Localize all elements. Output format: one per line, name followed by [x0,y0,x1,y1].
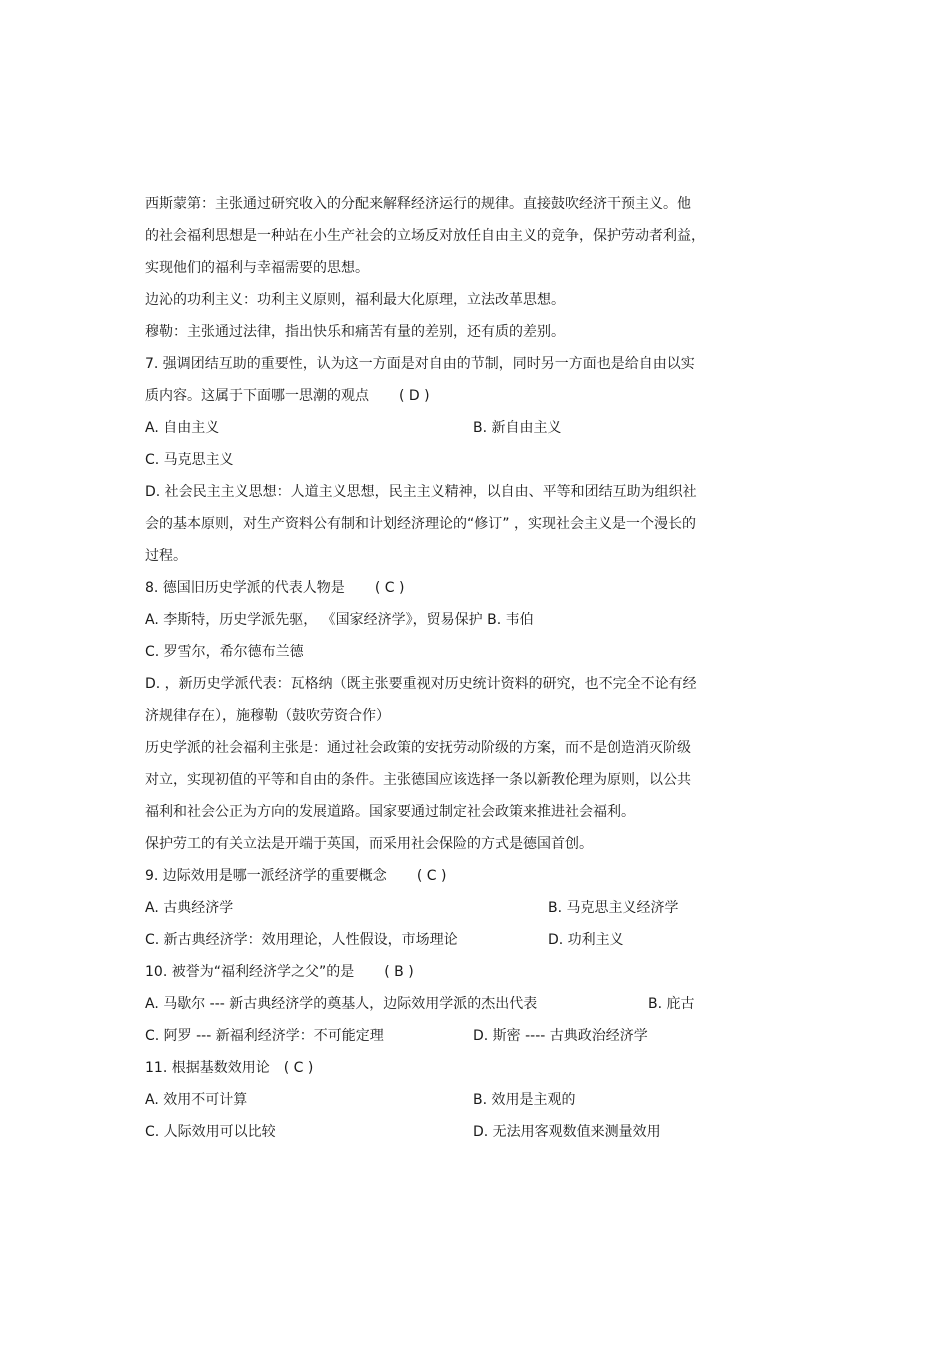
paragraph-sismondi-1: 西斯蒙第：主张通过研究收入的分配来解释经济运行的规律。直接鼓吹经济干预主义。他 [145,196,691,212]
question-10-options-ab [145,992,805,1024]
question-8-answer: ( C ) [374,580,405,596]
paragraph-historical-school-3: 福利和社会公正为方向的发展道路。国家要通过制定社会政策来推进社会福利。 [145,804,635,820]
question-9-option-a: A. 古典经济学 [145,900,234,916]
question-10-option-d: D. 斯密 ---- 古典政治经济学 [473,1028,648,1044]
question-11-option-a: A. 效用不可计算 [145,1092,248,1108]
paragraph-mill: 穆勒：主张通过法律，指出快乐和痛苦有量的差别，还有质的差别。 [145,324,565,340]
question-11-options-cd [145,1120,805,1152]
question-11-option-c: C. 人际效用可以比较 [145,1124,276,1140]
question-11-option-b: B. 效用是主观的 [473,1092,576,1108]
question-10-option-b: B. 庇古 [648,996,695,1012]
question-8-option-c: C. 罗雪尔，希尔德布兰德 [145,644,304,660]
question-8-line-1: 8. 德国旧历史学派的代表人物是 ( C ) [145,576,805,608]
question-11-line-1: 11. 根据基数效用论 ( C ) [145,1056,805,1088]
question-10-option-c: C. 阿罗 --- 新福利经济学：不可能定理 [145,1028,384,1044]
question-7-option-d-2: 会的基本原则，对生产资料公有制和计划经济理论的“修订” ，实现社会主义是一个漫长的 [145,516,696,532]
question-7-answer: ( D ) [399,388,430,404]
paragraph-sismondi-2: 的社会福利思想是一种站在小生产社会的立场反对放任自由主义的竞争，保护劳动者利益， [145,228,705,244]
question-9-option-c: C. 新古典经济学：效用理论，人性假设，市场理论 [145,932,458,948]
question-7-option-a: A. 自由主义 [145,420,220,436]
question-9-option-b: B. 马克思主义经济学 [548,900,679,916]
question-10-options-cd [145,1024,805,1056]
question-7-option-d-1: D. 社会民主主义思想：人道主义思想，民主主义精神，以自由、平等和团结互助为组织社 [145,484,697,500]
question-11-answer: ( C ) [283,1060,314,1076]
question-7-option-c: C. 马克思主义 [145,452,234,468]
question-11-option-d: D. 无法用客观数值来测量效用 [473,1124,661,1140]
question-9-answer: ( C ) [416,868,447,884]
question-9-option-d: D. 功利主义 [548,932,624,948]
question-8-option-d-1: D. ，新历史学派代表：瓦格纳（既主张要重视对历史统计资料的研究，也不完全不论有经 [145,676,697,692]
question-7-options-ab [145,416,805,448]
question-9-options-cd [145,928,805,960]
question-7-line-2: 质内容。这属于下面哪一思潮的观点 ( D ) [145,384,805,416]
question-8-options-ab: A. 李斯特，历史学派先驱， 《国家经济学》，贸易保护 B. 韦伯 [145,612,534,628]
question-11-options-ab [145,1088,805,1120]
question-7-option-d-3: 过程。 [145,548,187,564]
question-7-option-b: B. 新自由主义 [473,420,562,436]
question-7-line-1: 7. 强调团结互助的重要性，认为这一方面是对自由的节制，同时另一方面也是给自由以实 [145,356,695,372]
question-8-option-d-2: 济规律存在），施穆勒（鼓吹劳资合作） [145,708,390,724]
paragraph-labor-legislation: 保护劳工的有关立法是开端于英国，而采用社会保险的方式是德国首创。 [145,836,593,852]
paragraph-historical-school-2: 对立，实现初值的平等和自由的条件。主张德国应该选择一条以新教伦理为原则，以公共 [145,772,691,788]
question-10-answer: ( B ) [384,964,414,980]
question-10-option-a: A. 马歇尔 --- 新古典经济学的奠基人，边际效用学派的杰出代表 [145,996,538,1012]
paragraph-sismondi-3: 实现他们的福利与幸福需要的思想。 [145,260,369,276]
paragraph-bentham: 边沁的功利主义：功利主义原则，福利最大化原理，立法改革思想。 [145,292,565,308]
paragraph-historical-school-1: 历史学派的社会福利主张是：通过社会政策的安抚劳动阶级的方案，而不是创造消灭阶级 [145,740,691,756]
question-10-line-1: 10. 被誉为“福利经济学之父”的是 ( B ) [145,960,805,992]
document-body [145,192,805,1152]
question-9-options-ab [145,896,805,928]
question-9-line-1: 9. 边际效用是哪一派经济学的重要概念 ( C ) [145,864,805,896]
